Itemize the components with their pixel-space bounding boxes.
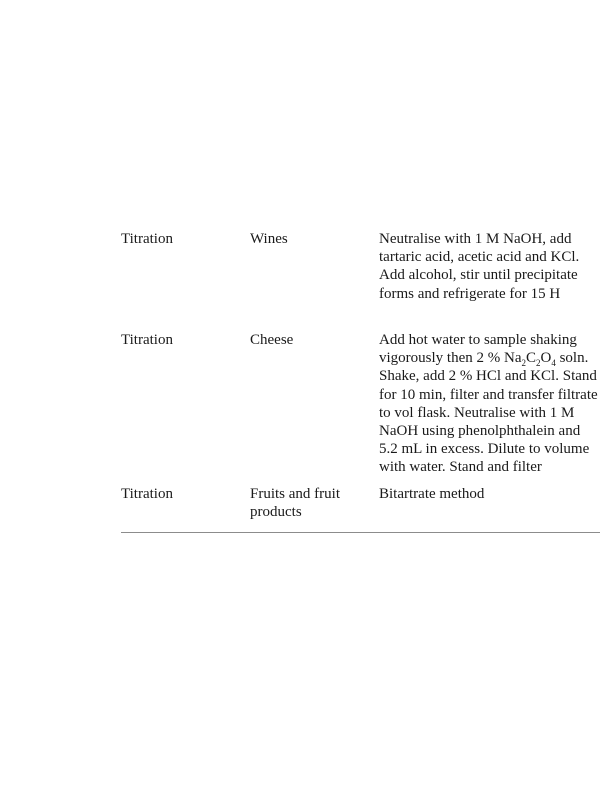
procedure-cell: Bitartrate method — [379, 486, 485, 502]
formula-line: vigorously then 2 % $Na_2C_2O_4$ soln. — [379, 350, 589, 369]
table-bottom-rule — [121, 532, 600, 533]
procedure-cell: Neutralise with 1 M NaOH, add tartaric acid, acetic acid and KCl. Add alcohol, stir until precipitate forms and refrigerate for 15 H — [379, 231, 580, 302]
sample-cell: Wines — [250, 231, 288, 247]
method-cell: Titration — [121, 332, 173, 348]
method-cell: Titration — [121, 231, 173, 247]
sample-cell: Cheese — [250, 332, 294, 348]
procedure-cell: Add hot water to sample shaking vigorously then 2 % $Na_2C_2O_4$ soln. Shake, add 2 % HCl and KCl. Stand for 10 min, filter and transfer filtrate to vol flask. Neutralise with 1 M NaOH using phenolphthalein and 5.2 mL in excess. Dilute to volume with water. Stand and filter — [379, 332, 598, 476]
method-cell: Titration — [121, 486, 173, 502]
sample-cell: Fruits and fruit products — [250, 486, 340, 521]
